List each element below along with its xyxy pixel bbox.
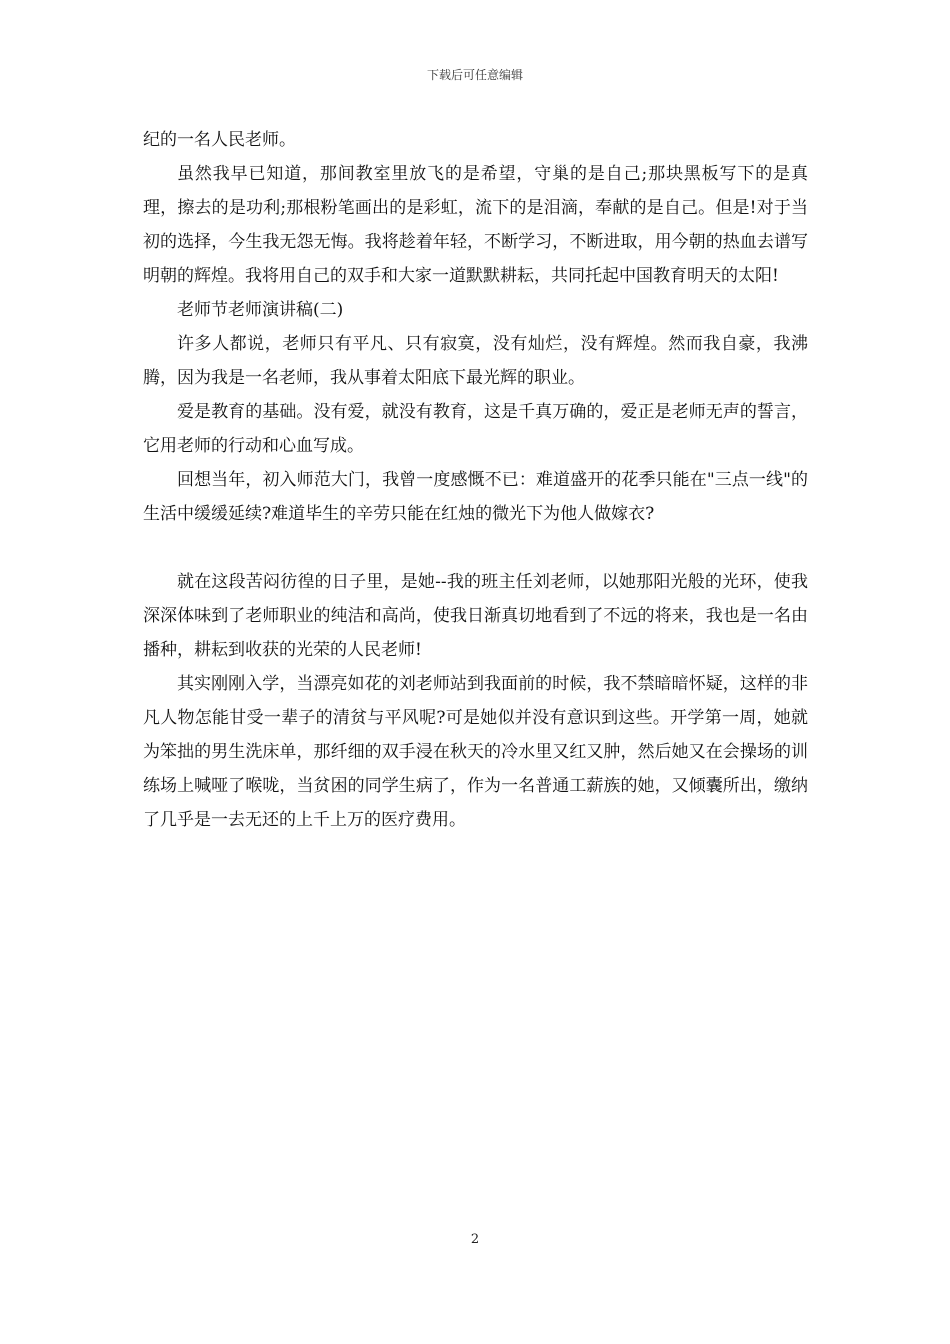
paragraph: 其实刚刚入学，当漂亮如花的刘老师站到我面前的时候，我不禁暗暗怀疑，这样的非凡人物怎能甘受一辈子的清贫与平风呢?可是她似并没有意识到这些。开学第一周，她就为笨拙的男生洗床单，那纤细的双手浸在秋天的冷水里又红又肿，然后她又在会操场的训练场上喊哑了喉咙，当贫困的同学生病了，作为一名普通工薪族的她，又倾囊所出，缴纳了几乎是一去无还的上千上万的医疗费用。	[143, 674, 808, 830]
document-body	[143, 123, 808, 837]
paragraph: 回想当年，初入师范大门，我曾一度感慨不已：难道盛开的花季只能在"三点一线"的生活中缓缓延续?难道毕生的辛劳只能在红烛的微光下为他人做嫁衣?	[143, 470, 808, 524]
blank-line	[143, 531, 808, 565]
paragraph: 就在这段苦闷彷徨的日子里，是她--我的班主任刘老师，以她那阳光般的光环，使我深深体味到了老师职业的纯洁和高尚，使我日渐真切地看到了不远的将来，我也是一名由播种，耕耘到收获的光荣的人民老师!	[143, 572, 808, 660]
section-heading: 老师节老师演讲稿(二)	[177, 300, 344, 320]
page-header: 下载后可任意编辑	[426, 68, 523, 82]
paragraph: 爱是教育的基础。没有爱，就没有教育，这是千真万确的，爱正是老师无声的誓言，它用老师的行动和心血写成。	[143, 402, 808, 456]
paragraph: 许多人都说，老师只有平凡、只有寂寞，没有灿烂，没有辉煌。然而我自豪，我沸腾，因为我是一名老师，我从事着太阳底下最光辉的职业。	[143, 334, 808, 388]
paragraph-continuation: 纪的一名人民老师。	[143, 130, 296, 150]
paragraph: 虽然我早已知道，那间教室里放飞的是希望，守巢的是自己;那块黑板写下的是真理，擦去的是功利;那根粉笔画出的是彩虹，流下的是泪滴，奉献的是自己。但是!对于当初的选择，今生我无怨无悔。我将趁着年轻，不断学习，不断进取，用今朝的热血去谱写明朝的辉煌。我将用自己的双手和大家一道默默耕耘，共同托起中国教育明天的太阳!	[143, 164, 808, 286]
page-number: 2	[470, 1232, 480, 1247]
